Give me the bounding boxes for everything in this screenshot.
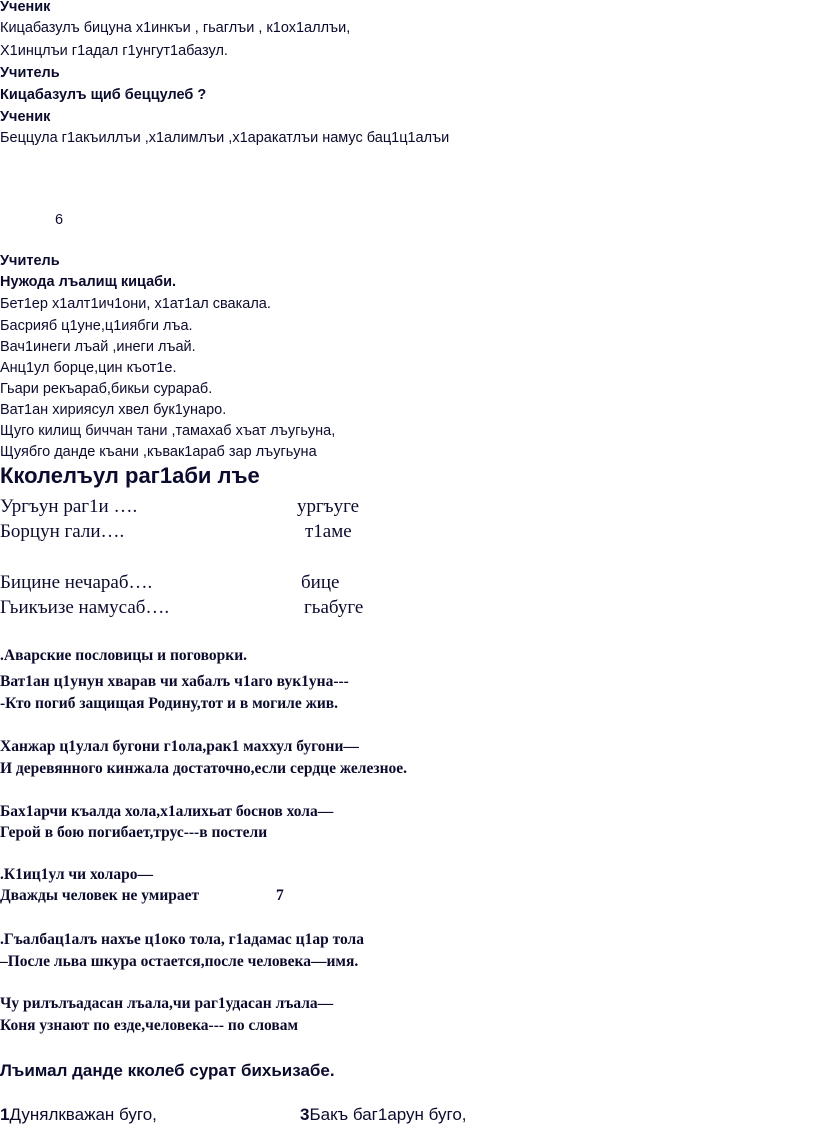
teacher-question: Кицабазулъ щиб беццулеб ? — [0, 87, 207, 103]
proverb-line: Ват1ан хириясул хвел бук1унаро. — [0, 402, 227, 418]
proverb-line: Анц1ул борце,цин къот1е. — [0, 360, 177, 376]
proverb-line: Басрияб ц1уне,ц1иябги лъа. — [0, 318, 193, 334]
section-heading: Кколелъул раг1аби лъе — [0, 463, 260, 488]
pair-right: бице — [301, 572, 340, 593]
proverb-russian: И деревянного кинжала достаточно,если сердце железное. — [0, 760, 408, 777]
label-student: Ученик — [0, 0, 51, 15]
page-number: 7 — [276, 887, 284, 904]
proverb-russian: Герой в бою погибает,трус---в постели — [0, 824, 268, 841]
proverb-avar: Бах1арчи къалда хола,х1алихьат боснов хола— — [0, 803, 334, 820]
student-line: Кицабазулъ бицуна х1инкъи , гьаглъи , к1ох1аллъи, — [0, 20, 351, 36]
student-answer: Беццула г1акъиллъи ,х1алимлъи ,х1аракатлъи намус бац1ц1алъи — [0, 130, 450, 146]
proverb-avar: .Гъалбац1алъ нахъе ц1око тола, г1адамас ц1ар тола — [0, 931, 365, 948]
final-item-number: 1 — [0, 1105, 10, 1124]
proverb-russian: –После льва шкура остается,после человека—имя. — [0, 953, 359, 970]
proverb-avar: Чу рилълъадасан лъала,чи раг1удасан лъала— — [0, 995, 334, 1012]
pair-right: гьабуге — [304, 597, 364, 618]
student-line: Х1инцлъи г1адал г1унгут1абазул. — [0, 43, 228, 59]
proverb-russian: -Кто погиб защищая Родину,тот и в могиле жив. — [0, 695, 339, 712]
proverb-avar: .К1иц1ул чи холаро— — [0, 866, 153, 883]
pair-left: Борцун гали…. — [0, 521, 125, 542]
label-teacher: Учитель — [0, 65, 60, 81]
final-item-number: 3 — [300, 1105, 310, 1124]
proverb-line: Щуябго данде къани ,къвак1араб зар лъугьуна — [0, 444, 317, 460]
pair-left: Ургъун раг1и …. — [0, 496, 138, 517]
proverb-line: Гьари рекъараб,бикьи сурараб. — [0, 381, 213, 397]
pair-right: ургъуге — [297, 496, 360, 517]
label-teacher: Учитель — [0, 253, 60, 269]
page-number: 6 — [55, 212, 64, 228]
pair-left: Бицине нечараб…. — [0, 572, 153, 593]
final-item-text: Дунялкважан буго, — [9, 1105, 157, 1124]
final-item-text: Бакъ баг1арун буго, — [309, 1105, 467, 1124]
proverb-avar: Ханжар ц1улал бугони г1ола,рак1 маххул бугони— — [0, 738, 359, 755]
final-item — [0, 1105, 157, 1125]
proverbs-title: Нужода лъалищ кицаби. — [0, 274, 177, 290]
proverb-avar: Ват1ан ц1унун хварав чи хабалъ ч1аго вук1уна--- — [0, 673, 349, 690]
pair-left: Гьикъизе намусаб…. — [0, 597, 170, 618]
proverb-line: Бет1ер х1алт1ич1они, х1ат1ал свакала. — [0, 296, 271, 312]
final-heading: Лъимал данде кколеб сурат бихьизабе. — [0, 1061, 335, 1080]
pair-right: т1аме — [305, 521, 352, 542]
proverb-line: Щуго килищ биччан тани ,тамахаб хъат лъугьуна, — [0, 423, 336, 439]
final-item — [300, 1105, 467, 1125]
label-student: Ученик — [0, 109, 51, 125]
proverb-russian: Дважды человек не умирает — [0, 887, 200, 904]
proverbs-heading: .Аварские пословицы и поговорки. — [0, 647, 248, 664]
proverb-russian: Коня узнают по езде,человека--- по словам — [0, 1017, 299, 1034]
proverb-line: Вач1инеги лъай ,инеги лъай. — [0, 339, 196, 355]
